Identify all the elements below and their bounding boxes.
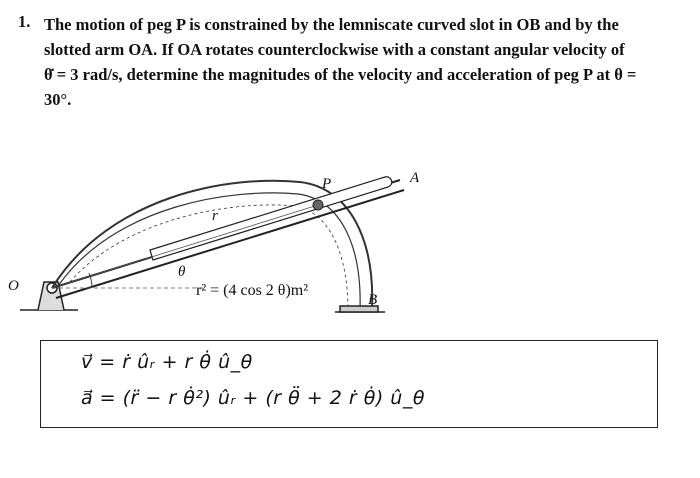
peg-P bbox=[313, 200, 323, 210]
velocity-equation: v⃗ = ṙ ûᵣ + r θ̇ û_θ bbox=[81, 351, 253, 373]
acceleration-equation: a⃗ = (r̈ − r θ̇²) ûᵣ + (r θ̈ + 2 ṙ θ̇) û_θ bbox=[81, 387, 425, 409]
problem-text-line-2: slotted arm OA. If OA rotates counterclockwise with a constant angular velocity of bbox=[44, 40, 625, 59]
lemniscate-equation: r² = (4 cos 2 θ)m² bbox=[196, 282, 309, 299]
label-P: P bbox=[322, 176, 332, 192]
problem-text-line-1: The motion of peg P is constrained by the lemniscate curved slot in OB and by the bbox=[44, 15, 619, 34]
ground-support-B bbox=[335, 306, 385, 312]
problem-text-line-3: θ̇ = 3 rad/s, determine the magnitudes of the velocity and acceleration of peg P at θ = bbox=[44, 65, 637, 84]
handwritten-notes-box bbox=[40, 340, 658, 428]
label-B: B bbox=[368, 292, 378, 308]
label-A: A bbox=[410, 170, 420, 186]
problem-text bbox=[44, 12, 678, 112]
problem-statement bbox=[18, 12, 678, 112]
slotted-arm-OA bbox=[52, 177, 404, 298]
problem-text-line-4: 30°. bbox=[44, 90, 72, 109]
label-theta: θ bbox=[178, 264, 186, 280]
problem-number: 1. bbox=[18, 12, 31, 31]
label-r: r bbox=[212, 208, 218, 224]
mechanism-figure bbox=[0, 160, 700, 330]
mechanism-drawing bbox=[0, 160, 700, 330]
ground-support-O bbox=[20, 282, 78, 310]
label-O: O bbox=[8, 278, 19, 294]
